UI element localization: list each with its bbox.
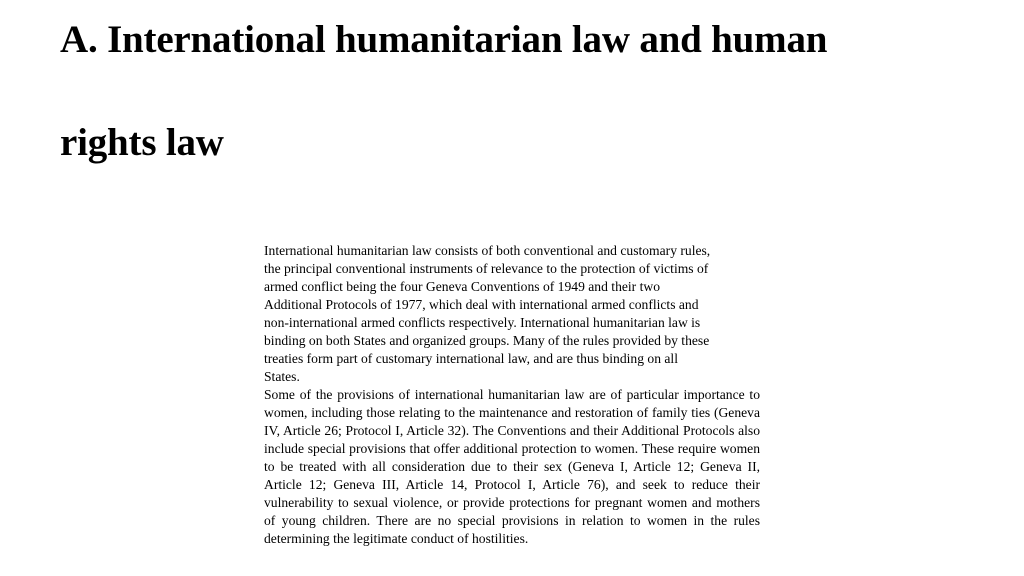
paragraph-1-line: binding on both States and organized groups. Many of the rules provided by these <box>264 333 710 348</box>
page-title-line-1: A. International humanitarian law and human <box>60 18 828 61</box>
paragraph-1-line: treaties form part of customary international law, and are thus binding on all <box>264 351 678 366</box>
page-title <box>60 14 1000 169</box>
paragraph-1-line: the principal conventional instruments of relevance to the protection of victims of <box>264 261 709 276</box>
paragraph-1 <box>264 242 760 386</box>
body-text-block <box>264 242 760 548</box>
title-spacer <box>60 66 1000 118</box>
page-title-line-2: rights law <box>60 121 224 164</box>
paragraph-1-line: States. <box>264 369 300 384</box>
paragraph-1-line: International humanitarian law consists of both conventional and customary rules, <box>264 243 711 258</box>
paragraph-1-line: Additional Protocols of 1977, which deal with international armed conflicts and <box>264 297 699 312</box>
paragraph-2: Some of the provisions of international humanitarian law are of particular importance to women, including those relating to the maintenance and restoration of family ties (Geneva IV, Article 26; Protocol I, Article 32). The Conventions and their Additional Protocols also include special provisions that offer additional protection to women. These require women to be treated with all consideration due to their sex (Geneva I, Article 12; Geneva II, Article 12; Geneva III, Article 14, Protocol I, Article 76), and seek to reduce their vulnerability to sexual violence, or provide protections for pregnant women and mothers of young children. There are no special provisions in relation to women in the rules determining the legitimate conduct of hostilities. <box>264 387 760 546</box>
paragraph-1-line: non-international armed conflicts respectively. International humanitarian law is <box>264 315 701 330</box>
paragraph-1-line: armed conflict being the four Geneva Conventions of 1949 and their two <box>264 279 660 294</box>
